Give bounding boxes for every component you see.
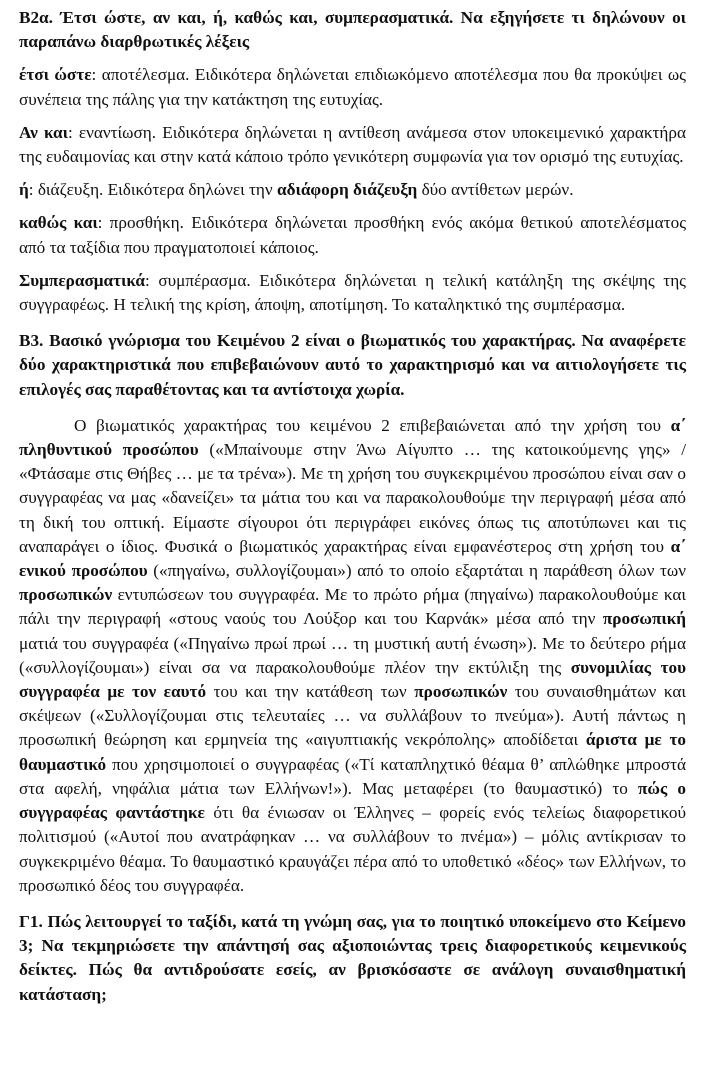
term: έτσι ώστε: [19, 65, 92, 85]
emphasis: πώς ο συγγραφέας φαντάστηκε: [19, 778, 687, 823]
definition-text: : εναντίωση. Ειδικότερα δηλώνεται η αντίθεση ανάμεσα στον υποκειμενικό χαρακτήρα της ευδαιμονίας και στην κατά κάποιο τρόπο γενικότερη συμφωνία για τον ορισμό της ευτυχίας.: [19, 122, 686, 167]
answer-text: Ο βιωματικός χαρακτήρας του κειμένου 2 επιβεβαιώνεται από την χρήση του: [74, 415, 671, 435]
emphasis: άριστα με το θαυμαστικό: [19, 730, 686, 774]
emphasis: αδιάφορη διάζευξη: [277, 180, 418, 200]
emphasis: προσωπική: [602, 609, 686, 629]
definition-text: : διάζευξη. Ειδικότερα δηλώνει την: [28, 180, 277, 200]
answer-text: που χρησιμοποιεί ο συγγραφέας («Τί καταπληχτικό θέαμα θ’ απλώθηκε μπροστά στα αφελή, νηφάλια μάτια των Ελλήνων!»). Μας μεταφέρει (το θαυμαστικό) το: [19, 754, 686, 798]
definition-symperasmatika: [19, 269, 686, 317]
question-g1: Γ1. Πώς λειτουργεί το ταξίδι, κατά τη γνώμη σας, για το ποιητικό υποκείμενο στο Κείμενο 3; Να τεκμηριώσετε την απάντησή σας αξιοποιώντας τρεις διαφορετικούς κειμενικούς δείκτες. Πώς θα αντιδρούσατε εσείς, αν βρισκόσαστε σε ανάλογη συναισθηματική κατάσταση;: [19, 911, 686, 1004]
emphasis: α΄ πληθυντικού προσώπου: [19, 415, 686, 460]
answer-text: ότι θα ένιωσαν οι Έλληνες – φορείς ενός τελείως διαφορετικού πολιτισμού («Αυτοί που ανατράφηκαν … να συλλάβουν το πνέμα») – μόλις αντίκρισαν το συγκεκριμένο θέαμα. Το θαυμαστικό κραυγάζει πέρα από το υποθετικό «δέος» των Ελλήνων, το προσωπικό δέος του συγγραφέα.: [19, 803, 686, 895]
emphasis: α΄ ενικού προσώπου: [19, 536, 686, 581]
emphasis: προσωπικών: [414, 682, 508, 702]
definition-text: : προσθήκη. Ειδικότερα δηλώνεται προσθήκη ενός ακόμα θετικού αποτελέσματος από τα ταξίδια που πραγματοποιεί κάποιος.: [19, 213, 686, 257]
answer-text: ματιά του συγγραφέα («Πηγαίνω πρωί πρωί … τη μυστική αυτή ένωση»). Με το δεύτερο ρήμα («συλλογίζουμαι») είναι σα να παρακολουθούμε πλέον την εκτύλιξη της: [19, 633, 686, 677]
answer-text: εντυπώσεων του συγγραφέα. Με το πρώτο ρήμα (πηγαίνω) παρακολουθούμε και πάλι την περιγραφή «στους ναούς του Λούξορ και του Καρνάκ» μέσα από την: [19, 585, 686, 629]
definition-text: δύο αντίθετων μερών.: [417, 180, 574, 200]
answer-text: του συναισθημάτων και σκέψεων («Συλλογίζουμαι στις τελευταίες … να συλλάβουν το πνεύμα»). Αυτή πάντως η προσωπική θεώρηση και ερμηνεία της «αιγυπτιακής νεκρόπολης» αποδίδεται: [19, 682, 686, 750]
emphasis: συνομιλίας του συγγραφέα με τον εαυτό: [19, 657, 687, 702]
answer-text: («Μπαίνουμε στην Άνω Αίγυπτο … της κατοικούμενης γης» / «Φτάσαμε στις Θήβες … με τα τρένα»). Με τη χρήση του συγκεκριμένου προσώπου είναι σαν ο συγγραφέας να μας «δανείζει» τα μάτια του και να παρακολουθούμε την περιγραφή μέσα από τη δική του οπτική. Είμαστε σίγουροι ότι περιγράφει εικόνες όπως τις αποτύπωνει και τις αναπαράγει ο ίδιος. Φυσικά ο βιωματικός χαρακτήρας είναι εμφανέστερος στη χρήση του: [19, 440, 686, 556]
definition-text: : αποτέλεσμα. Ειδικότερα δηλώνεται επιδιωκόμενο αποτέλεσμα που θα προκύψει ως συνέπεια της πάλης για την κατάκτηση της ευτυχίας.: [19, 65, 686, 109]
document-page: [19, 6, 686, 1016]
definition-text: : συμπέρασμα. Ειδικότερα δηλώνεται η τελική κατάληξη της σκέψης της συγγραφέως. Η τελική της κρίση, άποψη, αποτίμηση. Το καταληκτικό της συμπέρασμα.: [19, 270, 686, 315]
answer-b3: [19, 414, 686, 898]
emphasis: προσωπικών: [19, 585, 113, 605]
definition-etsi-oste: [19, 63, 686, 111]
definition-an-kai: [19, 121, 686, 169]
definition-i: [19, 178, 686, 202]
term: Αν και: [19, 122, 68, 142]
answer-text: του και την κατάθεση των: [206, 682, 415, 702]
term: ή: [19, 180, 29, 200]
term: Συμπερασματικά: [19, 270, 146, 290]
answer-text: («πηγαίνω, συλλογίζουμαι») από το οποίο εξαρτάται η παράθεση όλων των: [147, 561, 686, 581]
question-b3: Β3. Βασικό γνώρισμα του Κειμένου 2 είναι ο βιωματικός του χαρακτήρας. Να αναφέρετε δύο χαρακτηριστικά που επιβεβαιώνουν αυτό το χαρακτηρισμό και να αιτιολογήσετε τις επιλογές σας παραθέτοντας και τα αντίστοιχα χωρία.: [19, 331, 686, 399]
definition-kathos-kai: [19, 211, 686, 259]
question-b2a: Β2α. Έτσι ώστε, αν και, ή, καθώς και, συμπερασματικά. Να εξηγήσετε τι δηλώνουν οι παραπάνω διαρθρωτικές λέξεις: [19, 8, 686, 52]
term: καθώς και: [19, 213, 98, 233]
